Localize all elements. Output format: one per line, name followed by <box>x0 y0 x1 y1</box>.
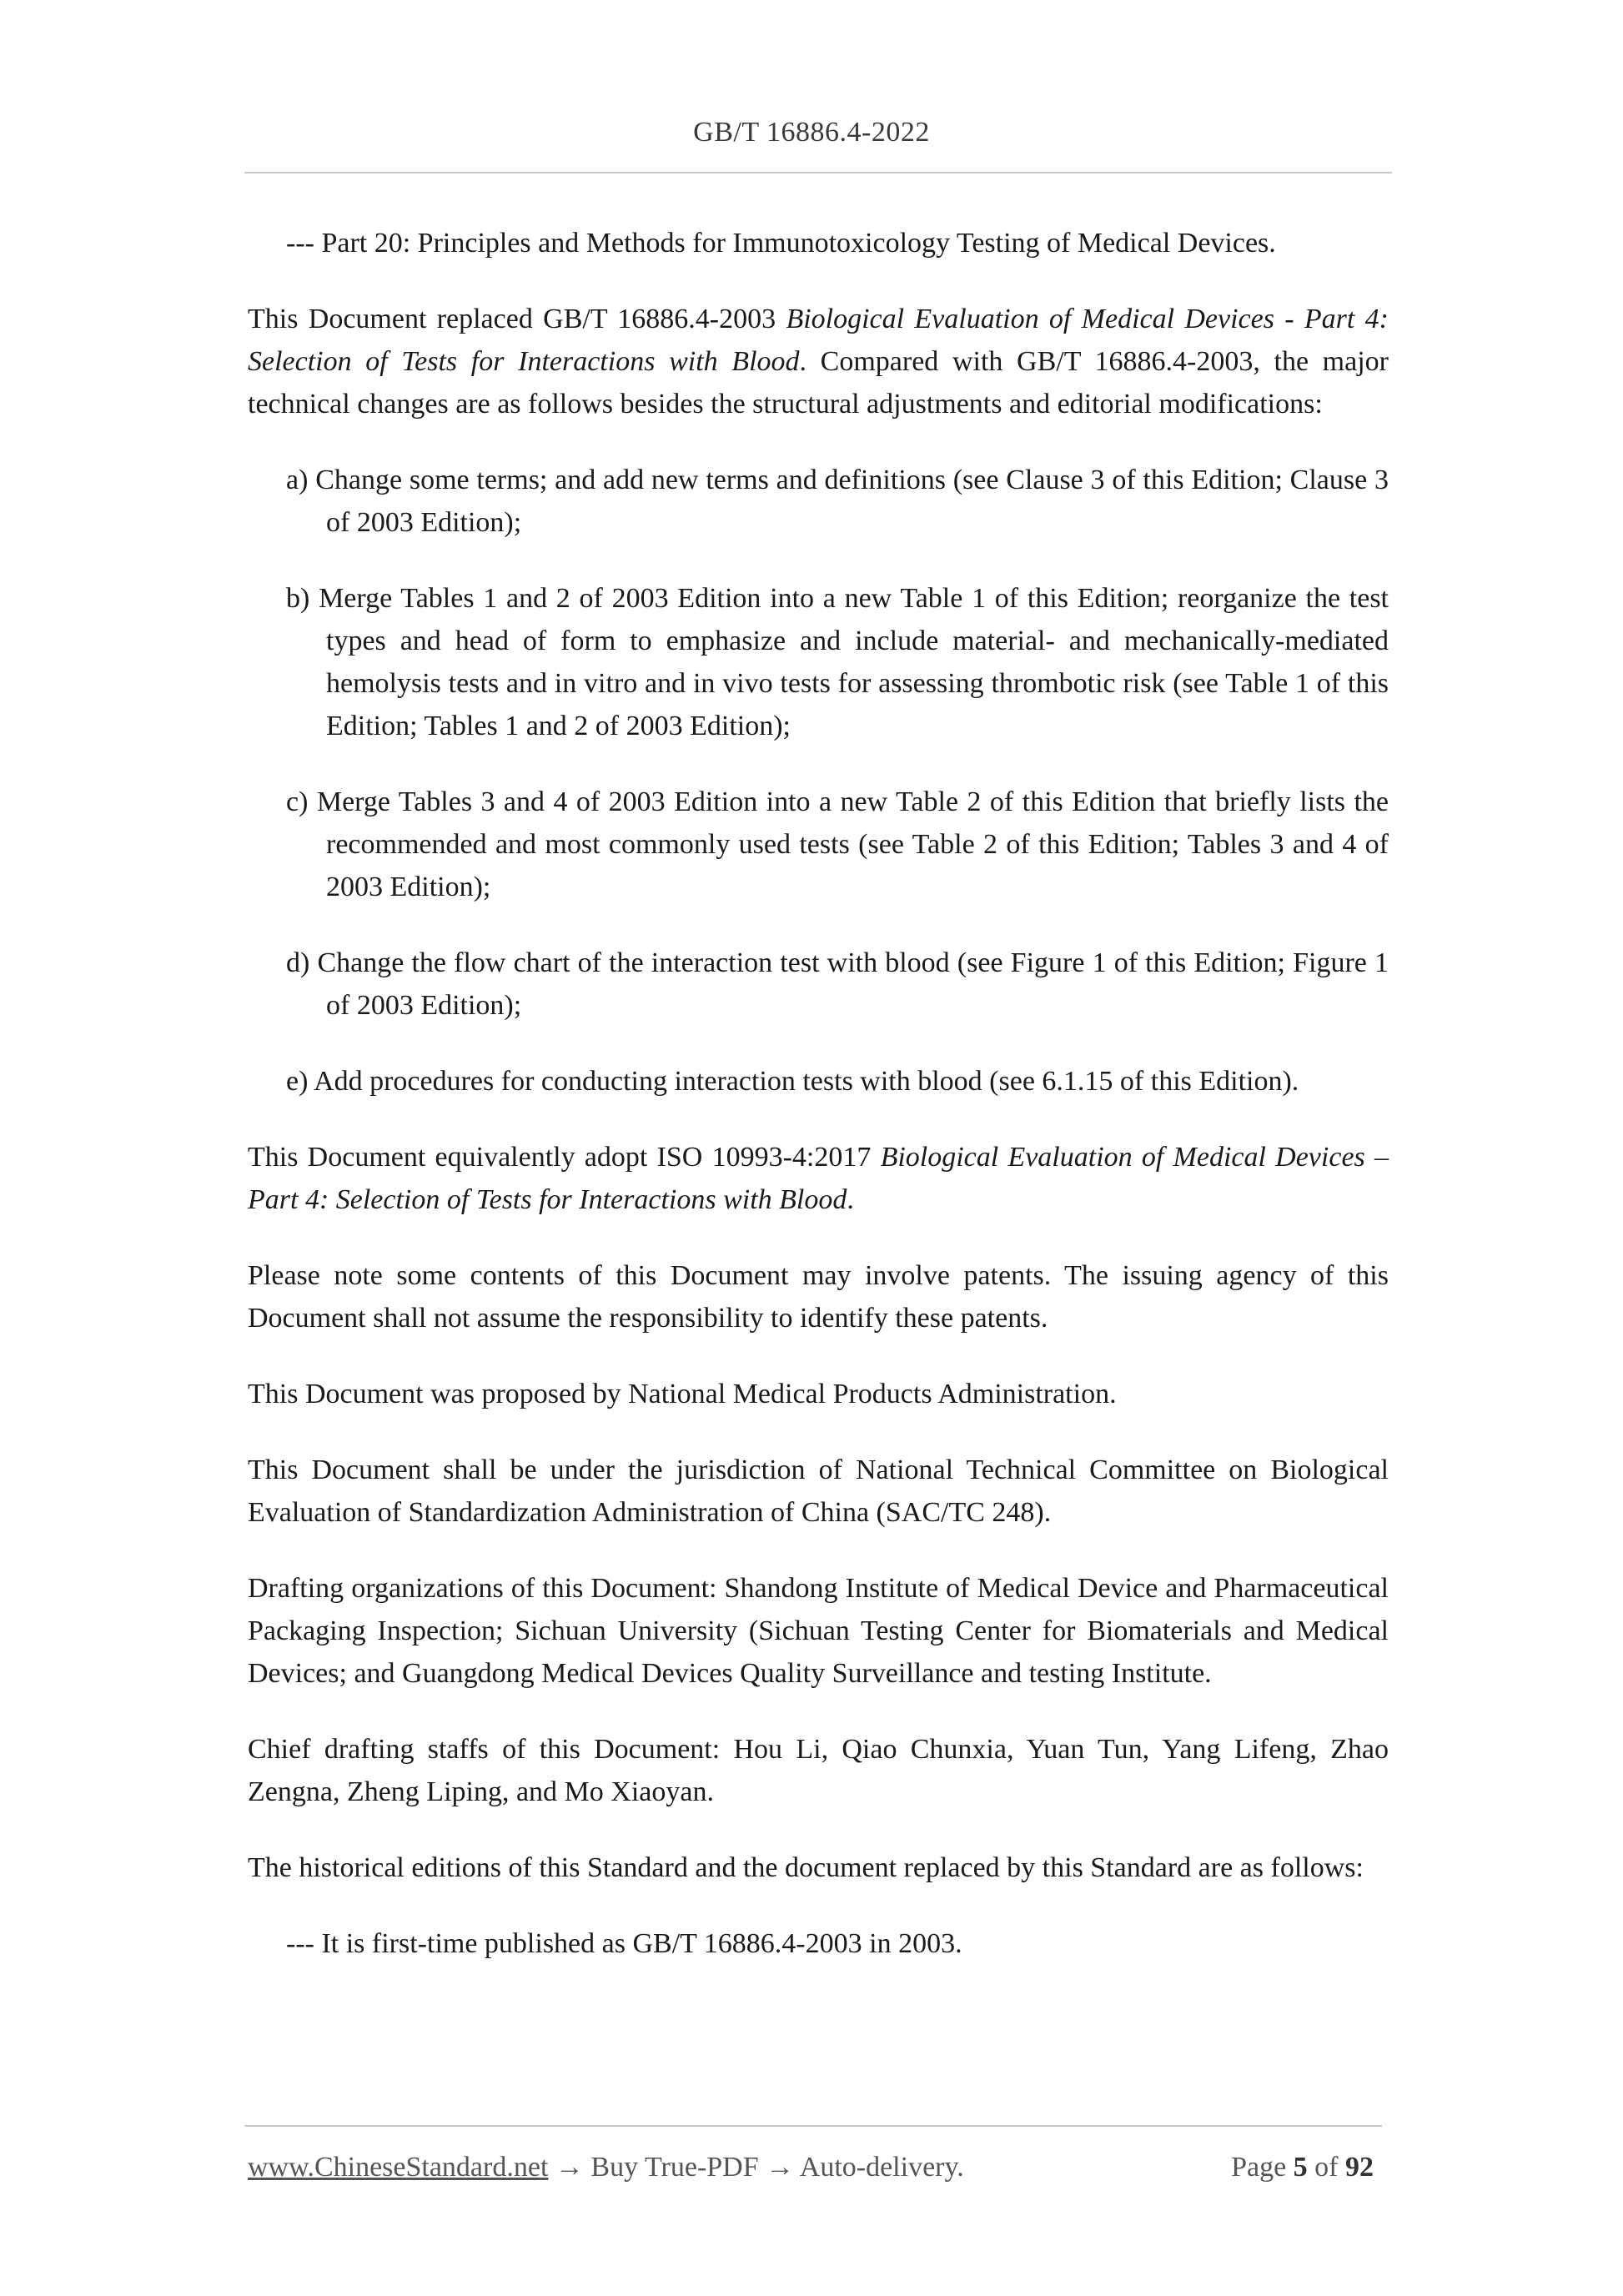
footer-promo <box>248 2152 964 2183</box>
change-label: c) <box>286 786 309 817</box>
jurisdiction-paragraph: This Document shall be under the jurisdiction of National Technical Committee on Biological Evaluation of Standardization Administration of China (SAC/TC 248). <box>248 1454 1389 1528</box>
change-text: Merge Tables 1 and 2 of 2003 Edition into a new Table 1 of this Edition; reorganize the test types and head of form to emphasize and include material- and mechanically-mediated hemolysis tests and in vitro and in vivo tests for assessing thrombotic risk (see Table 1 of this Edition; Tables 1 and 2 of 2003 Edition); <box>319 583 1389 741</box>
adopt-title: Biological Evaluation of Medical Devices – Part 4: Selection of Tests for Interactions with Blood <box>248 1142 1389 1215</box>
change-item-e <box>286 1060 1389 1103</box>
change-text: Merge Tables 3 and 4 of 2003 Edition into a new Table 2 of this Edition that briefly lists the recommended and most commonly used tests (see Table 2 of this Edition; Tables 3 and 4 of 2003 Edition); <box>316 786 1389 902</box>
adopt-paragraph <box>248 1136 1389 1221</box>
footer-divider <box>244 2125 1382 2127</box>
page-header-title: GB/T 16886.4-2022 <box>693 117 930 148</box>
intro-list-item: --- Part 20: Principles and Methods for Immunotoxicology Testing of Medical Devices. <box>286 228 1276 259</box>
history-paragraph: The historical editions of this Standard and the document replaced by this Standard are as follows: <box>248 1852 1364 1883</box>
arrow-right-icon: → <box>555 2152 584 2183</box>
arrow-right-icon: → <box>766 2152 795 2183</box>
change-item-b <box>286 577 1389 747</box>
history-list-item: --- It is first-time published as GB/T 16886.4-2003 in 2003. <box>286 1928 962 1959</box>
website-link[interactable]: www.ChineseStandard.net <box>248 2152 549 2183</box>
page-of: of <box>1314 2152 1339 2183</box>
drafting-orgs-paragraph: Drafting organizations of this Document: Shandong Institute of Medical Device and Pharmaceutical Packaging Inspection; Sichuan University (Sichuan Testing Center for Biomaterials and Medical Devices; and Guangdong Medical Devices Quality Surveillance and testing Institute. <box>248 1573 1389 1689</box>
header-divider <box>244 172 1392 173</box>
replace-pre: This Document replaced GB/T 16886.4-2003 <box>248 304 786 334</box>
page-total: 92 <box>1345 2152 1374 2183</box>
drafting-staff-paragraph: Chief drafting staffs of this Document: Hou Li, Qiao Chunxia, Yuan Tun, Yang Lifeng, Zhao Zengna, Zheng Liping, and Mo Xiaoyan. <box>248 1734 1389 1807</box>
page-current: 5 <box>1293 2152 1308 2183</box>
change-item-c <box>286 781 1389 908</box>
page-number <box>1231 2152 1374 2183</box>
change-text: Change some terms; and add new terms and definitions (see Clause 3 of this Edition; Clause 3 of 2003 Edition); <box>315 465 1389 538</box>
replace-paragraph <box>248 298 1389 425</box>
page-label: Page <box>1231 2152 1287 2183</box>
document-body <box>248 222 1389 1998</box>
change-text: Add procedures for conducting interaction tests with blood (see 6.1.15 of this Edition). <box>314 1066 1299 1097</box>
change-label: b) <box>286 583 310 614</box>
change-item-a <box>286 459 1389 544</box>
change-item-d <box>286 942 1389 1027</box>
replace-post: . Compared with GB/T 16886.4-2003, the major technical changes are as follows besides the structural adjustments and editorial modifications: <box>248 346 1389 420</box>
buy-pdf-text: Buy True-PDF <box>590 2152 759 2183</box>
adopt-post: . <box>847 1184 854 1215</box>
change-label: e) <box>286 1066 309 1097</box>
proposed-paragraph: This Document was proposed by National Medical Products Administration. <box>248 1379 1117 1409</box>
replace-title: Biological Evaluation of Medical Devices - Part 4: Selection of Tests for Interactions with Blood <box>248 304 1389 377</box>
change-label: a) <box>286 465 309 495</box>
patent-paragraph: Please note some contents of this Document may involve patents. The issuing agency of this Document shall not assume the responsibility to identify these patents. <box>248 1260 1389 1334</box>
auto-delivery-text: Auto-delivery. <box>799 2152 964 2183</box>
page-footer <box>248 2152 1382 2192</box>
change-label: d) <box>286 947 310 978</box>
changes-list <box>248 459 1389 1103</box>
change-text: Change the flow chart of the interaction test with blood (see Figure 1 of this Edition; Figure 1 of 2003 Edition); <box>317 947 1389 1021</box>
adopt-pre: This Document equivalently adopt ISO 10993-4:2017 <box>248 1142 881 1173</box>
